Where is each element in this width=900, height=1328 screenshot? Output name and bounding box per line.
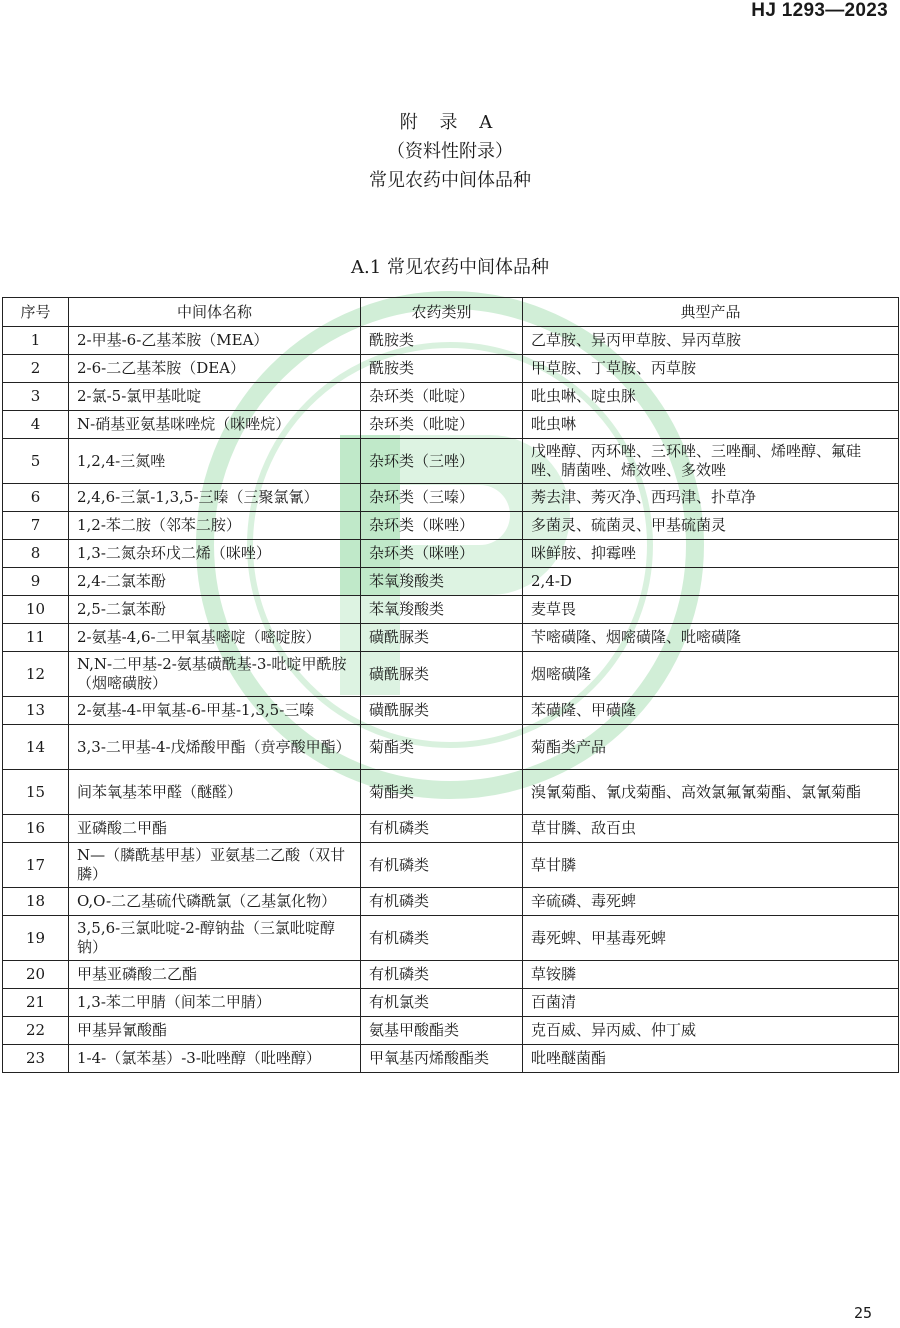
row-no: 20 xyxy=(3,961,69,989)
appendix-name: 常见农药中间体品种 xyxy=(369,170,531,191)
row-no: 23 xyxy=(3,1045,69,1073)
row-category: 有机氯类 xyxy=(361,989,523,1017)
row-no: 10 xyxy=(3,596,69,624)
row-name: 甲基亚磷酸二乙酯 xyxy=(69,961,361,989)
row-no: 18 xyxy=(3,888,69,916)
row-category: 甲氧基丙烯酸酯类 xyxy=(361,1045,523,1073)
row-name: 甲基异氰酸酯 xyxy=(69,1017,361,1045)
row-name: 2-甲基-6-乙基苯胺（MEA） xyxy=(69,327,361,355)
row-category: 有机磷类 xyxy=(361,815,523,843)
row-products: 2,4-D xyxy=(523,568,899,596)
standard-number: HJ 1293—2023 xyxy=(751,0,888,21)
row-no: 11 xyxy=(3,624,69,652)
row-products: 草甘膦、敌百虫 xyxy=(523,815,899,843)
row-no: 14 xyxy=(3,725,69,770)
appendix-heading xyxy=(0,108,900,195)
row-products: 吡唑醚菌酯 xyxy=(523,1045,899,1073)
table-row xyxy=(3,596,899,624)
table-row xyxy=(3,568,899,596)
row-no: 5 xyxy=(3,439,69,484)
row-no: 19 xyxy=(3,916,69,961)
table-row xyxy=(3,540,899,568)
row-products: 乙草胺、异丙甲草胺、异丙草胺 xyxy=(523,327,899,355)
row-name: 2,5-二氯苯酚 xyxy=(69,596,361,624)
page-number: 25 xyxy=(853,1304,872,1322)
row-name: N,N-二甲基-2-氨基磺酰基-3-吡啶甲酰胺（烟嘧磺胺） xyxy=(69,652,361,697)
table-row xyxy=(3,439,899,484)
row-products: 莠去津、莠灭净、西玛津、扑草净 xyxy=(523,484,899,512)
table-row xyxy=(3,697,899,725)
row-products: 咪鲜胺、抑霉唑 xyxy=(523,540,899,568)
row-category: 杂环类（咪唑） xyxy=(361,540,523,568)
row-category: 氨基甲酸酯类 xyxy=(361,1017,523,1045)
table-title: A.1 常见农药中间体品种 xyxy=(351,257,549,278)
row-products: 吡虫啉、啶虫脒 xyxy=(523,383,899,411)
row-products: 草铵膦 xyxy=(523,961,899,989)
row-category: 杂环类（三唑） xyxy=(361,439,523,484)
row-products: 多菌灵、硫菌灵、甲基硫菌灵 xyxy=(523,512,899,540)
row-name: N—（膦酰基甲基）亚氨基二乙酸（双甘膦） xyxy=(69,843,361,888)
row-name: 2-氯-5-氯甲基吡啶 xyxy=(69,383,361,411)
row-no: 1 xyxy=(3,327,69,355)
row-category: 杂环类（咪唑） xyxy=(361,512,523,540)
row-category: 磺酰脲类 xyxy=(361,624,523,652)
row-name: 1,3-二氮杂环戊二烯（咪唑） xyxy=(69,540,361,568)
row-category: 有机磷类 xyxy=(361,843,523,888)
table-row xyxy=(3,1045,899,1073)
row-name: 1,3-苯二甲腈（间苯二甲腈） xyxy=(69,989,361,1017)
table-row xyxy=(3,1017,899,1045)
row-products: 戊唑醇、丙环唑、三环唑、三唑酮、烯唑醇、氟硅唑、腈菌唑、烯效唑、多效唑 xyxy=(523,439,899,484)
col-header-name: 中间体名称 xyxy=(69,298,361,327)
row-no: 2 xyxy=(3,355,69,383)
row-no: 6 xyxy=(3,484,69,512)
row-products: 草甘膦 xyxy=(523,843,899,888)
row-name: 3,3-二甲基-4-戊烯酸甲酯（贲亭酸甲酯） xyxy=(69,725,361,770)
row-products: 克百威、异丙威、仲丁威 xyxy=(523,1017,899,1045)
row-name: N-硝基亚氨基咪唑烷（咪唑烷） xyxy=(69,411,361,439)
row-name: 1-4-（氯苯基）-3-吡唑醇（吡唑醇） xyxy=(69,1045,361,1073)
table-row xyxy=(3,815,899,843)
row-name: 3,5,6-三氯吡啶-2-醇钠盐（三氯吡啶醇钠） xyxy=(69,916,361,961)
row-category: 有机磷类 xyxy=(361,916,523,961)
row-no: 12 xyxy=(3,652,69,697)
row-category: 杂环类（三嗪） xyxy=(361,484,523,512)
table-row xyxy=(3,770,899,815)
table-row xyxy=(3,652,899,697)
row-category: 菊酯类 xyxy=(361,725,523,770)
table-row xyxy=(3,916,899,961)
row-name: 2-氨基-4,6-二甲氧基嘧啶（嘧啶胺） xyxy=(69,624,361,652)
row-products: 苯磺隆、甲磺隆 xyxy=(523,697,899,725)
table-row xyxy=(3,355,899,383)
row-no: 4 xyxy=(3,411,69,439)
row-category: 苯氧羧酸类 xyxy=(361,568,523,596)
row-no: 17 xyxy=(3,843,69,888)
table-row xyxy=(3,411,899,439)
intermediates-table xyxy=(2,297,899,1073)
table-row xyxy=(3,989,899,1017)
row-products: 百菌清 xyxy=(523,989,899,1017)
row-category: 杂环类（吡啶） xyxy=(361,383,523,411)
row-category: 酰胺类 xyxy=(361,355,523,383)
row-name: 2-6-二乙基苯胺（DEA） xyxy=(69,355,361,383)
appendix-subtitle: （资料性附录） xyxy=(387,141,513,162)
row-products: 溴氰菊酯、氰戊菊酯、高效氯氟氰菊酯、氯氰菊酯 xyxy=(523,770,899,815)
row-category: 杂环类（吡啶） xyxy=(361,411,523,439)
row-category: 磺酰脲类 xyxy=(361,652,523,697)
table-row xyxy=(3,327,899,355)
row-category: 苯氧羧酸类 xyxy=(361,596,523,624)
row-products: 毒死蜱、甲基毒死蜱 xyxy=(523,916,899,961)
row-no: 15 xyxy=(3,770,69,815)
row-products: 烟嘧磺隆 xyxy=(523,652,899,697)
table-row xyxy=(3,383,899,411)
row-products: 吡虫啉 xyxy=(523,411,899,439)
row-no: 8 xyxy=(3,540,69,568)
row-name: 2,4-二氯苯酚 xyxy=(69,568,361,596)
table-header-row xyxy=(3,298,899,327)
row-no: 16 xyxy=(3,815,69,843)
table-row xyxy=(3,843,899,888)
col-header-category: 农药类别 xyxy=(361,298,523,327)
row-category: 有机磷类 xyxy=(361,961,523,989)
row-category: 磺酰脲类 xyxy=(361,697,523,725)
table-row xyxy=(3,512,899,540)
row-name: 亚磷酸二甲酯 xyxy=(69,815,361,843)
col-header-products: 典型产品 xyxy=(523,298,899,327)
row-name: 1,2,4-三氮唑 xyxy=(69,439,361,484)
row-no: 21 xyxy=(3,989,69,1017)
table-row xyxy=(3,888,899,916)
appendix-title: 附 录 A xyxy=(399,112,501,133)
table-row xyxy=(3,961,899,989)
table-body xyxy=(3,327,899,1073)
row-no: 7 xyxy=(3,512,69,540)
row-name: 2-氨基-4-甲氧基-6-甲基-1,3,5-三嗪 xyxy=(69,697,361,725)
row-name: 2,4,6-三氯-1,3,5-三嗪（三聚氯氰） xyxy=(69,484,361,512)
row-category: 酰胺类 xyxy=(361,327,523,355)
row-no: 9 xyxy=(3,568,69,596)
row-no: 3 xyxy=(3,383,69,411)
row-products: 辛硫磷、毒死蜱 xyxy=(523,888,899,916)
row-name: 1,2-苯二胺（邻苯二胺） xyxy=(69,512,361,540)
row-products: 菊酯类产品 xyxy=(523,725,899,770)
row-name: 间苯氧基苯甲醛（醚醛） xyxy=(69,770,361,815)
table-row xyxy=(3,624,899,652)
row-products: 麦草畏 xyxy=(523,596,899,624)
row-name: O,O-二乙基硫代磷酰氯（乙基氯化物） xyxy=(69,888,361,916)
row-products: 苄嘧磺隆、烟嘧磺隆、吡嘧磺隆 xyxy=(523,624,899,652)
table-row xyxy=(3,725,899,770)
row-no: 22 xyxy=(3,1017,69,1045)
row-no: 13 xyxy=(3,697,69,725)
row-products: 甲草胺、丁草胺、丙草胺 xyxy=(523,355,899,383)
table-row xyxy=(3,484,899,512)
col-header-no: 序号 xyxy=(3,298,69,327)
row-category: 菊酯类 xyxy=(361,770,523,815)
row-category: 有机磷类 xyxy=(361,888,523,916)
